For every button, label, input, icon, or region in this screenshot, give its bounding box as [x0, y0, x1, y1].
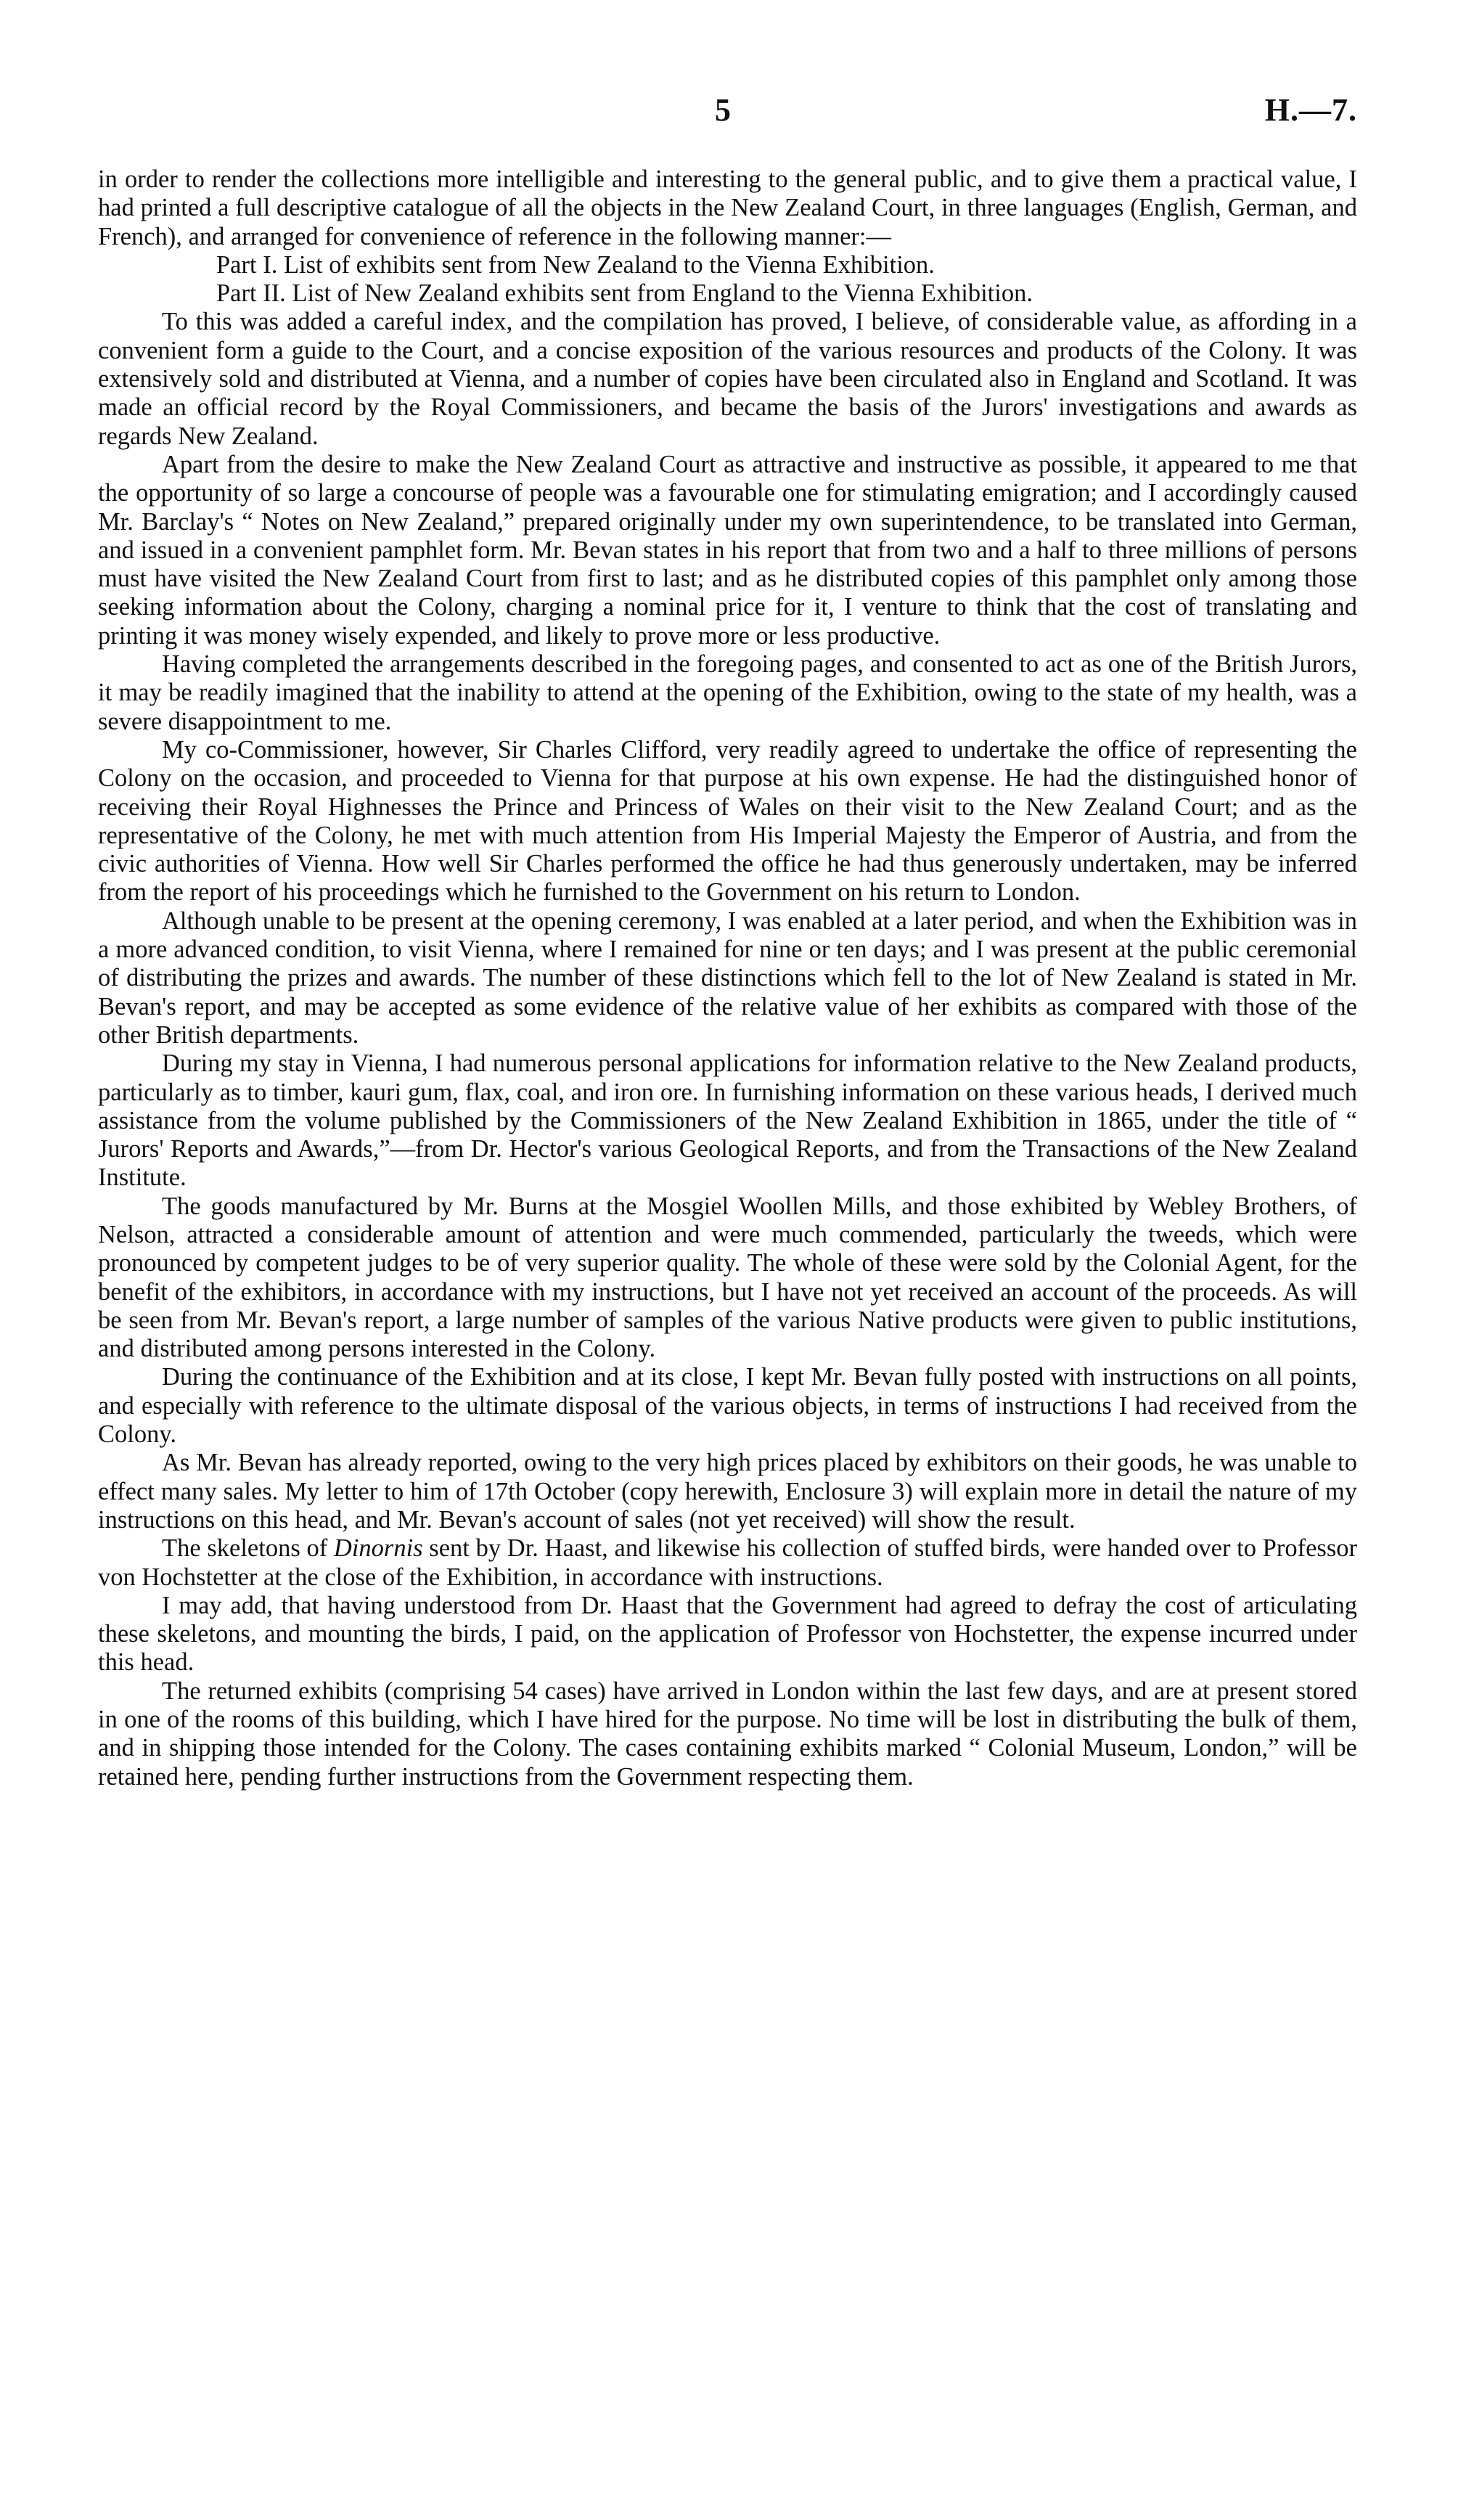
- list-item: Part II. List of New Zealand exhibits sent from England to the Vienna Exhibition.: [216, 279, 1033, 308]
- paragraph: During the continuance of the Exhibition and at its close, I kept Mr. Bevan fully posted with instructions on all points, and especially with reference to the ultimate disposal of the various objects, in terms of instructions I had received from the Colony.: [98, 1363, 1357, 1449]
- paragraph: Although unable to be present at the opening ceremony, I was enabled at a later period, and when the Exhibition was in a more advanced condition, to visit Vienna, where I remained for nine or ten days; and I was present at the public ceremonial of distributing the prizes and awards. The number of these distinctions which fell to the lot of New Zealand is stated in Mr. Bevan's report, and may be accepted as some evidence of the relative value of her exhibits as compared with those of the other British departments.: [98, 907, 1357, 1049]
- paragraph: As Mr. Bevan has already reported, owing to the very high prices placed by exhibitors on their goods, he was unable to effect many sales. My letter to him of 17th October (copy herewith, Enclosure 3) will explain more in detail the nature of my instructions on this head, and Mr. Bevan's account of sales (not yet received) will show the result.: [98, 1449, 1357, 1534]
- paragraph: The returned exhibits (comprising 54 cases) have arrived in London within the last few days, and are at present stored in one of the rooms of this building, which I have hired for the purpose. No time will be lost in distributing the bulk of them, and in shipping those intended for the Colony. The cases containing exhibits marked “ Colonial Museum, London,” will be retained here, pending further instructions from the Government respecting them.: [98, 1677, 1357, 1791]
- paragraph: in order to render the collections more intelligible and interesting to the general public, and to give them a practical value, I had printed a full descriptive catalogue of all the objects in the New Zealand Court, in three languages (English, German, and French), and arranged for convenience of reference in the following manner:—: [98, 165, 1357, 250]
- body-text: [98, 165, 1357, 1791]
- paragraph: I may add, that having understood from Dr. Haast that the Government had agreed to defray the cost of articulating these skeletons, and mounting the birds, I paid, on the application of Professor von Hochstetter, the expense incurred under this head.: [98, 1591, 1357, 1677]
- paragraph: To this was added a careful index, and the compilation has proved, I believe, of considerable value, as affording in a convenient form a guide to the Court, and a concise exposition of the various resources and products of the Colony. It was extensively sold and distributed at Vienna, and a number of copies have been circulated also in England and Scotland. It was made an official record by the Royal Commissioners, and became the basis of the Jurors' investigations and awards as regards New Zealand.: [98, 308, 1357, 450]
- paragraph: The goods manufactured by Mr. Burns at the Mosgiel Woollen Mills, and those exhibited by Webley Brothers, of Nelson, attracted a considerable amount of attention and were much commended, particularly the tweeds, which were pronounced by competent judges to be of very superior quality. The whole of these were sold by the Colonial Agent, for the benefit of the exhibitors, in accordance with my instructions, but I have not yet received an account of the proceeds. As will be seen from Mr. Bevan's report, a large number of samples of the various Native products were given to public institutions, and distributed among persons interested in the Colony.: [98, 1192, 1357, 1363]
- paragraph: Having completed the arrangements described in the foregoing pages, and consented to act as one of the British Jurors, it may be readily imagined that the inability to attend at the opening of the Exhibition, owing to the state of my health, was a severe disappointment to me.: [98, 650, 1357, 735]
- paragraph-text: The skeletons of: [162, 1534, 334, 1563]
- paragraph: During my stay in Vienna, I had numerous personal applications for information relative to the New Zealand products, particularly as to timber, kauri gum, flax, coal, and iron ore. In furnishing information on these various heads, I derived much assistance from the volume published by the Commissioners of the New Zealand Exhibition in 1865, under the title of “ Jurors' Reports and Awards,”—from Dr. Hector's various Geological Reports, and from the Transactions of the New Zealand Institute.: [98, 1050, 1357, 1192]
- page-number: 5: [715, 92, 731, 128]
- paragraph: [98, 1534, 1357, 1592]
- list-item: Part I. List of exhibits sent from New Zealand to the Vienna Exhibition.: [216, 250, 935, 279]
- paragraph-text: sent by Dr. Haast, and likewise his collection of stuffed birds, were handed over to Professor von Hochstetter at the close of the Exhibition, in accordance with instructions.: [98, 1534, 1357, 1591]
- document-reference: H.—7.: [1264, 92, 1357, 128]
- paragraph: Apart from the desire to make the New Zealand Court as attractive and instructive as possible, it appeared to me that the opportunity of so large a concourse of people was a favourable one for stimulating emigration; and I accordingly caused Mr. Barclay's “ Notes on New Zealand,” prepared originally under my own superintendence, to be translated into German, and issued in a convenient pamphlet form. Mr. Bevan states in his report that from two and a half to three millions of persons must have visited the New Zealand Court from first to last; and as he distributed copies of this pamphlet only among those seeking information about the Colony, charging a nominal price for it, I venture to think that the cost of translating and printing it was money wisely expended, and likely to prove more or less productive.: [98, 450, 1357, 650]
- paragraph: My co-Commissioner, however, Sir Charles Clifford, very readily agreed to undertake the office of representing the Colony on the occasion, and proceeded to Vienna for that purpose at his own expense. He had the distinguished honor of receiving their Royal Highnesses the Prince and Princess of Wales on their visit to the New Zealand Court; and as the representative of the Colony, he met with much attention from His Imperial Majesty the Emperor of Austria, and from the civic authorities of Vienna. How well Sir Charles performed the office he had thus generously undertaken, may be inferred from the report of his proceedings which he furnished to the Government on his return to London.: [98, 735, 1357, 907]
- italic-term: Dinornis: [333, 1534, 423, 1563]
